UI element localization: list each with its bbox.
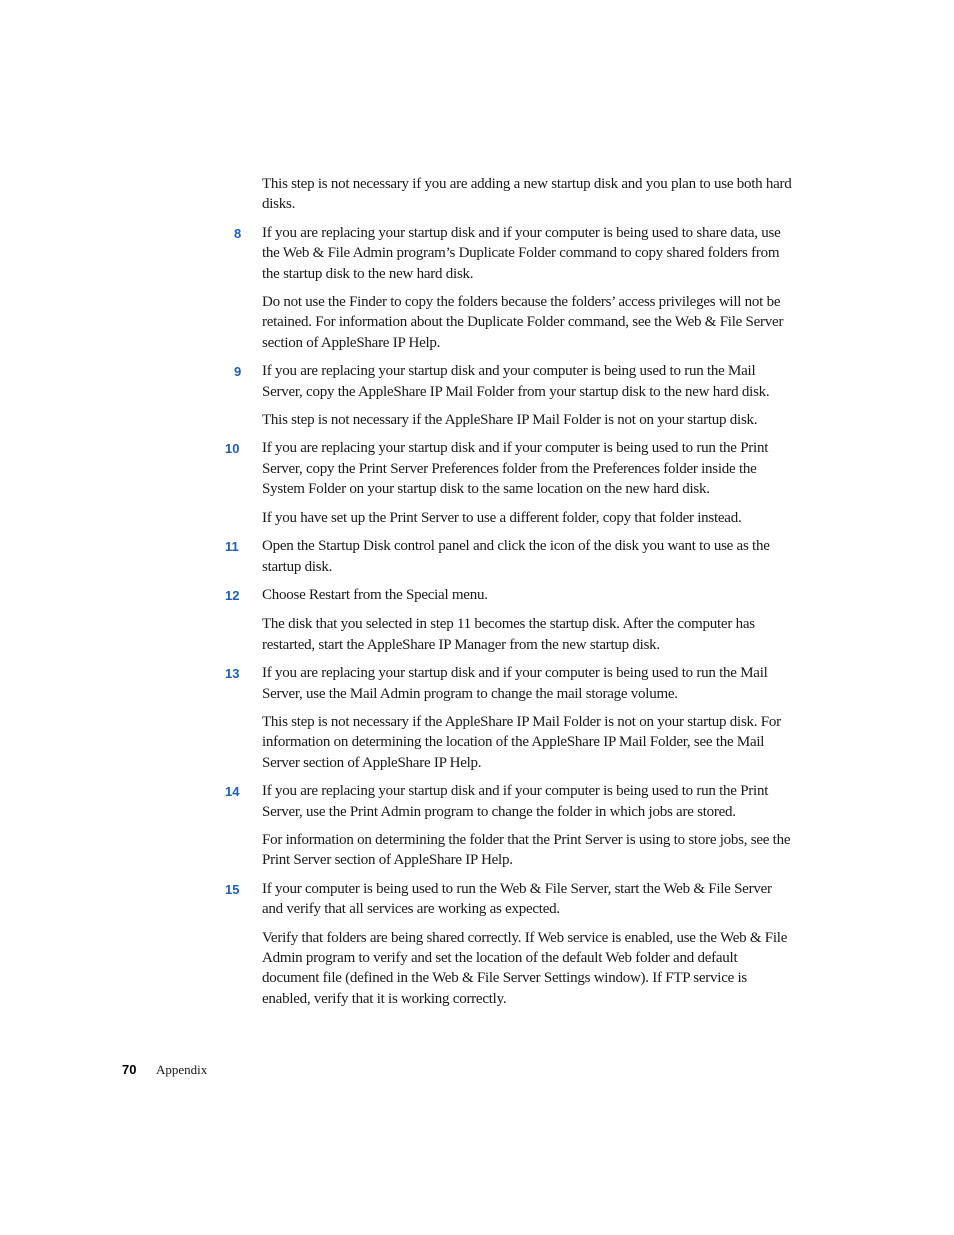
step-number: 13 (225, 666, 240, 682)
step-note: The disk that you selected in step 11 becomes the startup disk. After the computer has restarted, start the AppleShare IP Manager from the new startup disk. (262, 616, 755, 653)
step-number: 8 (234, 225, 242, 241)
step-text: If your computer is being used to run the Web & File Server, start the Web & File Server and verify that all services are working as expected. (262, 880, 772, 918)
step-note: This step is not necessary if the AppleShare IP Mail Folder is not on your startup disk. For information on determining the location of the AppleShare IP Mail Folder, see the Mail Server section of AppleShare IP Help. (262, 713, 781, 771)
intro-paragraph: This step is not necessary if you are adding a new startup disk and you plan to use both hard disks. (262, 176, 792, 213)
page-body (225, 174, 795, 1017)
step-8 (225, 223, 795, 284)
step-text: Open the Startup Disk control panel and click the icon of the disk you want to use as the startup disk. (262, 538, 770, 575)
page-number: 70 (122, 1062, 137, 1077)
page-footer (122, 1062, 207, 1078)
step-14 (225, 781, 795, 822)
step-number: 14 (225, 784, 240, 800)
step-note: This step is not necessary if the AppleShare IP Mail Folder is not on your startup disk. (262, 412, 758, 429)
step-note: Do not use the Finder to copy the folders because the folders’ access privileges will not be retained. For information about the Duplicate Folder command, see the Web & File Server section of AppleShare IP Help. (262, 294, 784, 351)
step-10 (225, 438, 795, 499)
step-number: 9 (234, 364, 242, 380)
step-number: 10 (225, 441, 240, 457)
step-number: 15 (225, 881, 240, 897)
step-text: If you are replacing your startup disk and if your computer is being used to share data, use the Web & File Admin program’s Duplicate Folder command to copy shared folders from the startup disk to the new hard disk. (262, 224, 781, 282)
step-text: If you are replacing your startup disk and if your computer is being used to run the Print Server, use the Print Admin program to change the folder in which jobs are stored. (262, 783, 769, 820)
step-11 (225, 536, 795, 577)
step-15 (225, 879, 795, 920)
step-text: If you are replacing your startup disk and if your computer is being used to run the Mail Server, use the Mail Admin program to change the mail storage volume. (262, 665, 768, 702)
step-9 (225, 361, 795, 402)
step-12 (225, 585, 795, 606)
step-note: Verify that folders are being shared correctly. If Web service is enabled, use the Web & File Admin program to verify and set the location of the default Web folder and default document file (defined in the Web & File Server Settings window). If FTP service is enabled, verify that it is working correctly. (262, 929, 788, 1007)
step-13 (225, 663, 795, 704)
step-text: Choose Restart from the Special menu. (262, 586, 488, 603)
step-note: If you have set up the Print Server to use a different folder, copy that folder instead. (262, 509, 742, 526)
section-name: Appendix (156, 1062, 208, 1077)
step-number: 12 (225, 587, 240, 603)
step-number: 11 (225, 539, 239, 555)
step-text: If you are replacing your startup disk and your computer is being used to run the Mail Server, copy the AppleShare IP Mail Folder from your startup disk to the new hard disk. (262, 363, 770, 400)
step-note: For information on determining the folder that the Print Server is using to store jobs, see the Print Server section of AppleShare IP Help. (262, 831, 791, 869)
step-text: If you are replacing your startup disk and if your computer is being used to run the Print Server, copy the Print Server Preferences folder from the Preferences folder inside the System Folder on your startup disk to the same location on the new hard disk. (262, 440, 769, 498)
